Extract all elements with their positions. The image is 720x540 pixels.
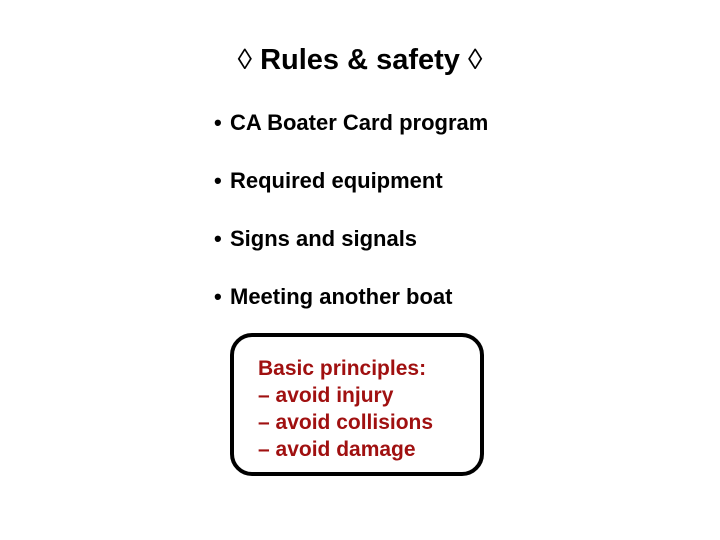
bullet-icon: • [214,168,222,193]
bullet-icon: • [214,284,222,309]
bullet-item [214,106,488,164]
bullet-text: Meeting another boat [230,284,453,309]
bullet-icon: • [214,226,222,251]
principle-item: – avoid damage [258,438,416,461]
diamond-icon: ◊ [237,44,252,76]
principles-callout-box [230,333,484,476]
slide-title [0,40,720,80]
bullet-icon: • [214,110,222,135]
bullet-text: Signs and signals [230,226,418,251]
bullet-text: CA Boater Card program [230,110,489,135]
bullet-item [214,222,488,280]
diamond-icon: ◊ [467,44,483,76]
bullet-item [214,164,488,222]
bullet-text: Required equipment [230,168,443,193]
bullet-item [214,280,488,338]
principle-item: – avoid injury [258,384,394,407]
bullet-list [214,106,488,338]
slide-title-text: Rules & safety [260,44,460,76]
principle-item: – avoid collisions [258,411,434,434]
principles-heading: Basic principles: [258,357,427,380]
